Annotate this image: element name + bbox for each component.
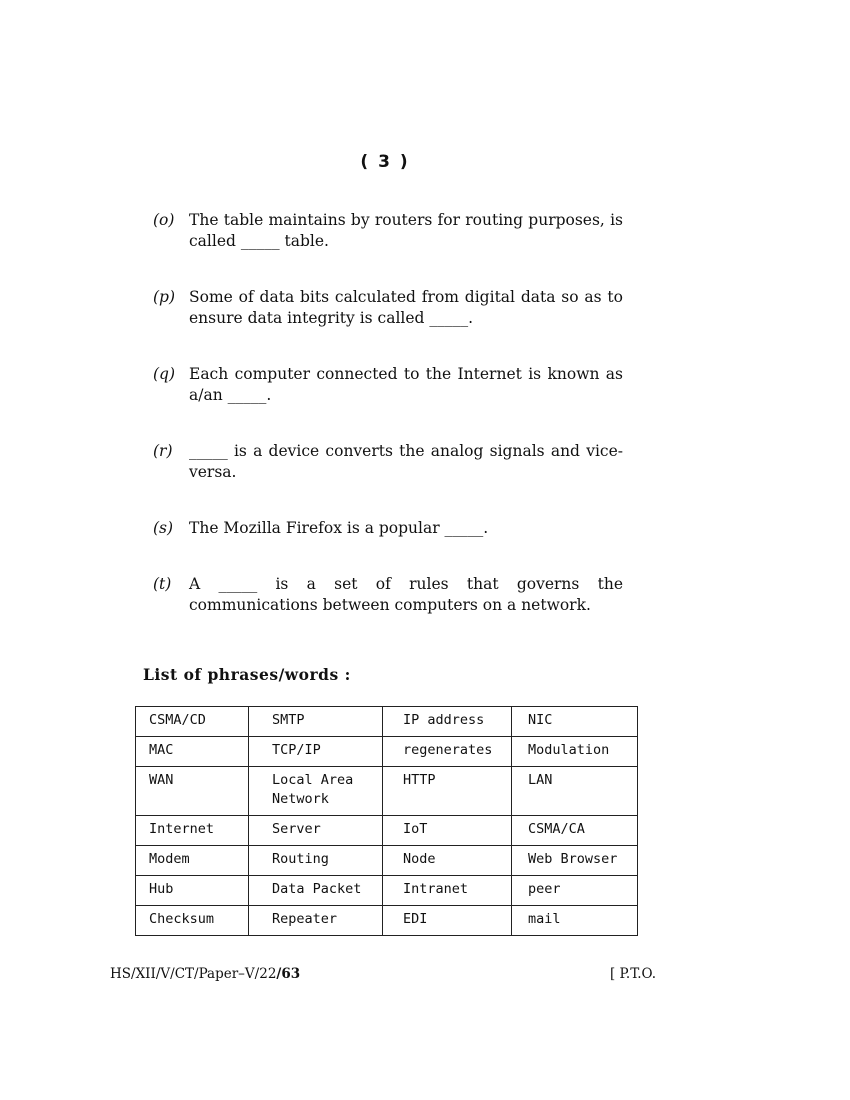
table-cell: Repeater	[249, 906, 383, 936]
table-row	[136, 737, 638, 767]
table-row	[136, 906, 638, 936]
table-cell: mail	[512, 906, 638, 936]
table-cell: MAC	[136, 737, 249, 767]
table-cell: regenerates	[383, 737, 512, 767]
question-label: (p)	[153, 288, 176, 306]
question-label: (s)	[153, 519, 174, 537]
table-row	[136, 846, 638, 876]
pto-label: [ P.T.O.	[610, 966, 657, 982]
question-p	[153, 287, 623, 329]
table-cell: WAN	[136, 767, 249, 816]
table-cell: Node	[383, 846, 512, 876]
table-cell: NIC	[512, 707, 638, 737]
question-q	[153, 364, 623, 406]
table-cell: Routing	[249, 846, 383, 876]
table-row	[136, 876, 638, 906]
phrases-table	[135, 706, 638, 936]
page-number: ( 3 )	[360, 152, 410, 172]
table-row	[136, 707, 638, 737]
paper-code-prefix: HS/XII/V/CT/Paper–V/22	[110, 966, 277, 982]
table-cell: Server	[249, 816, 383, 846]
question-list	[153, 210, 623, 651]
question-o	[153, 210, 623, 252]
question-text: The Mozilla Firefox is a popular _____.	[189, 519, 489, 537]
question-text: A _____ is a set of rules that governs the communications between computers on a network.	[189, 575, 623, 614]
table-cell: CSMA/CD	[136, 707, 249, 737]
table-cell: Data Packet	[249, 876, 383, 906]
table-cell: Checksum	[136, 906, 249, 936]
question-label: (q)	[153, 365, 176, 383]
table-cell: Local Area Network	[249, 767, 383, 816]
question-text: The table maintains by routers for routing purposes, is called _____ table.	[189, 211, 623, 250]
list-heading: List of phrases/words :	[143, 665, 351, 684]
table-cell: LAN	[512, 767, 638, 816]
table-row	[136, 767, 638, 816]
table-cell: EDI	[383, 906, 512, 936]
table-cell: peer	[512, 876, 638, 906]
question-s	[153, 518, 623, 539]
table-cell: Modulation	[512, 737, 638, 767]
table-row	[136, 816, 638, 846]
table-cell: TCP/IP	[249, 737, 383, 767]
question-text: _____ is a device converts the analog signals and vice-versa.	[189, 442, 623, 481]
table-cell: CSMA/CA	[512, 816, 638, 846]
paper-code	[110, 966, 300, 982]
table-cell: HTTP	[383, 767, 512, 816]
table-cell: IP address	[383, 707, 512, 737]
table-cell: Internet	[136, 816, 249, 846]
table-cell: Web Browser	[512, 846, 638, 876]
question-label: (r)	[153, 442, 173, 460]
question-label: (o)	[153, 211, 175, 229]
table-cell: Intranet	[383, 876, 512, 906]
question-text: Each computer connected to the Internet is known as a/an _____.	[189, 365, 623, 404]
paper-code-suffix: /63	[276, 966, 301, 982]
table-cell: SMTP	[249, 707, 383, 737]
table-cell: IoT	[383, 816, 512, 846]
question-text: Some of data bits calculated from digital data so as to ensure data integrity is called _____.	[189, 288, 623, 327]
question-r	[153, 441, 623, 483]
table-cell: Modem	[136, 846, 249, 876]
question-label: (t)	[153, 575, 172, 593]
question-t	[153, 574, 623, 616]
table-cell: Hub	[136, 876, 249, 906]
